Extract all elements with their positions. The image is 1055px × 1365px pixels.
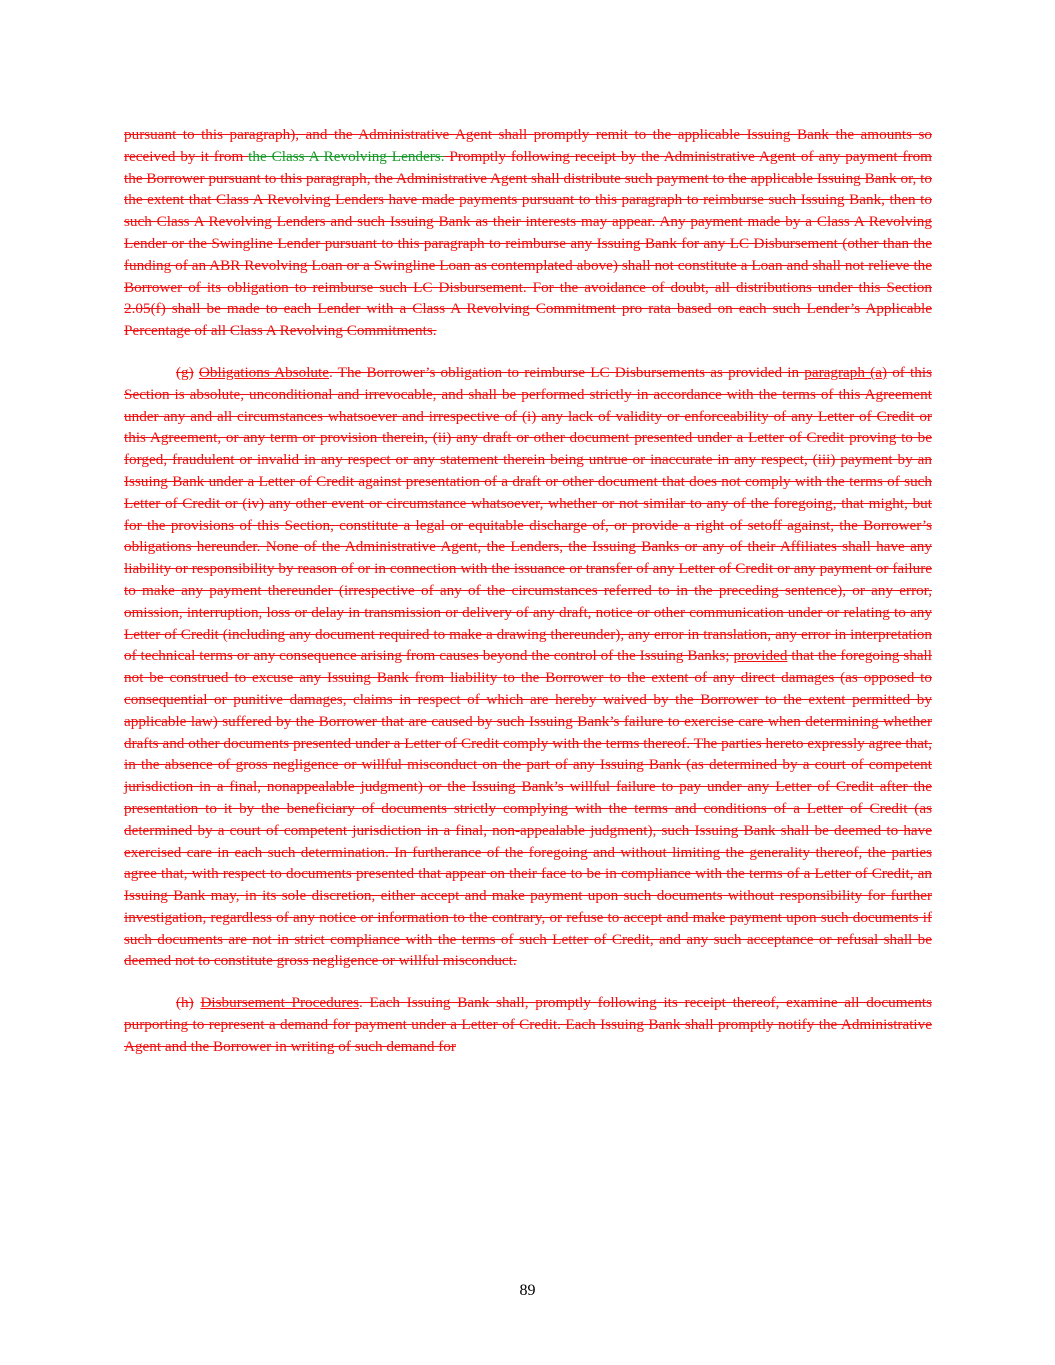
deleted-text: pursuant to this paragraph), and the Administrative Agent shall promptly remit to the applicable Issuing Bank the amounts so received by it from (124, 126, 932, 165)
cross-reference: paragraph (a) (804, 363, 888, 381)
deleted-text: of this Section is absolute, unconditional and irrevocable, and shall be performed strictly in accordance with the terms of this Agreement under any and all circumstances whatsoever and irrespective of (i) any lack of validity or enforceability of any Letter of Credit or this Agreement, or any term or provision therein, (ii) any draft or other document presented under a Letter of Credit proving to be forged, fraudulent or invalid in any respect or any statement therein being untrue or inaccurate in any respect, (iii) payment by an Issuing Bank under a Letter of Credit against presentation of a draft or other document that does not comply with the terms of such Letter of Credit or (iv) any other event or circumstance whatsoever, whether or not similar to any of the foregoing, that might, but for the provisions of this Section, constitute a legal or equitable discharge of, or provide a right of setoff against, the Borrower’s obligations hereunder. None of the Administrative Agent, the Lenders, the Issuing Banks or any of their Affiliates shall have any liability or responsibility by reason of or in connection with the issuance or transfer of any Letter of Credit or any payment or failure to make any payment thereunder (irrespective of any of the circumstances referred to in the preceding sentence), or any error, omission, interruption, loss or delay in transmission or delivery of any draft, notice or other communication under or relating to any Letter of Credit (including any document required to make a drawing thereunder), any error in translation, any error in interpretation of technical terms or any consequence arising from causes beyond the control of the Issuing Banks; (124, 363, 932, 665)
paragraph-h (124, 992, 932, 1057)
provided-term: provided (733, 647, 788, 665)
paragraph-continuation (124, 124, 932, 342)
document-body (124, 124, 932, 1078)
paragraph-g (124, 362, 932, 972)
deleted-text: . Each Issuing Bank shall, promptly following its receipt thereof, examine all documents purporting to represent a demand for payment under a Letter of Credit. Each Issuing Bank shall promptly notify the Administrative Agent and the Borrower in writing of such demand for (124, 994, 933, 1055)
section-label: (g) (176, 363, 194, 381)
section-heading: Obligations Absolute (198, 363, 329, 381)
section-label: (h) (176, 994, 194, 1012)
section-heading: Disbursement Procedures (200, 994, 360, 1012)
deleted-text: . The Borrower’s obligation to reimburse LC Disbursements as provided in (328, 363, 805, 381)
page-number: 89 (519, 1282, 536, 1299)
deleted-text: Promptly following receipt by the Administrative Agent of any payment from the Borrower pursuant to this paragraph, the Administrative Agent shall distribute such payment to the applicable Issuing Bank or, to the extent that Class A Revolving Lenders have made payments pursuant to this paragraph to reimburse such Issuing Bank, then to such Class A Revolving Lenders and such Issuing Bank as their interests may appear. Any payment made by a Class A Revolving Lender or the Swingline Lender pursuant to this paragraph to reimburse any Issuing Bank for any LC Disbursement (other than the funding of an ABR Revolving Loan or a Swingline Loan as contemplated above) shall not constitute a Loan and shall not relieve the Borrower of its obligation to reimburse such LC Disbursement. For the avoidance of doubt, all distributions under this Section 2.05(f) shall be made to each Lender with a Class A Revolving Commitment pro rata based on each such Lender’s Applicable Percentage of all Class A Revolving Commitments. (124, 147, 932, 340)
deleted-text: that the foregoing shall not be construed to excuse any Issuing Bank from liability to the Borrower to the extent of any direct damages (as opposed to consequential or punitive damages, claims in respect of which are hereby waived by the Borrower to the extent permitted by applicable law) suffered by the Borrower that are caused by such Issuing Bank’s failure to exercise care when determining whether drafts and other documents presented under a Letter of Credit comply with the terms thereof. The parties hereto expressly agree that, in the absence of gross negligence or willful misconduct on the part of any Issuing Bank (as determined by a court of competent jurisdiction in a final, nonappealable judgment) or the Issuing Bank’s willful failure to pay under any Letter of Credit after the presentation to it by the beneficiary of documents strictly complying with the terms and conditions of a Letter of Credit (as determined by a court of competent jurisdiction in a final, non-appealable judgment), such Issuing Bank shall be deemed to have exercised care in each such determination. In furtherance of the foregoing and without limiting the generality thereof, the parties agree that, with respect to documents presented that appear on their face to be in compliance with the terms of a Letter of Credit, an Issuing Bank may, in its sole discretion, either accept and make payment upon such documents without responsibility for further investigation, regardless of any notice or information to the contrary, or refuse to accept and make payment upon such documents if such documents are not in strict compliance with the terms of such Letter of Credit, and any such acceptance or refusal shall be deemed not to constitute gross negligence or willful misconduct. (124, 647, 932, 970)
inserted-text: the Class A Revolving Lenders. (248, 147, 445, 165)
